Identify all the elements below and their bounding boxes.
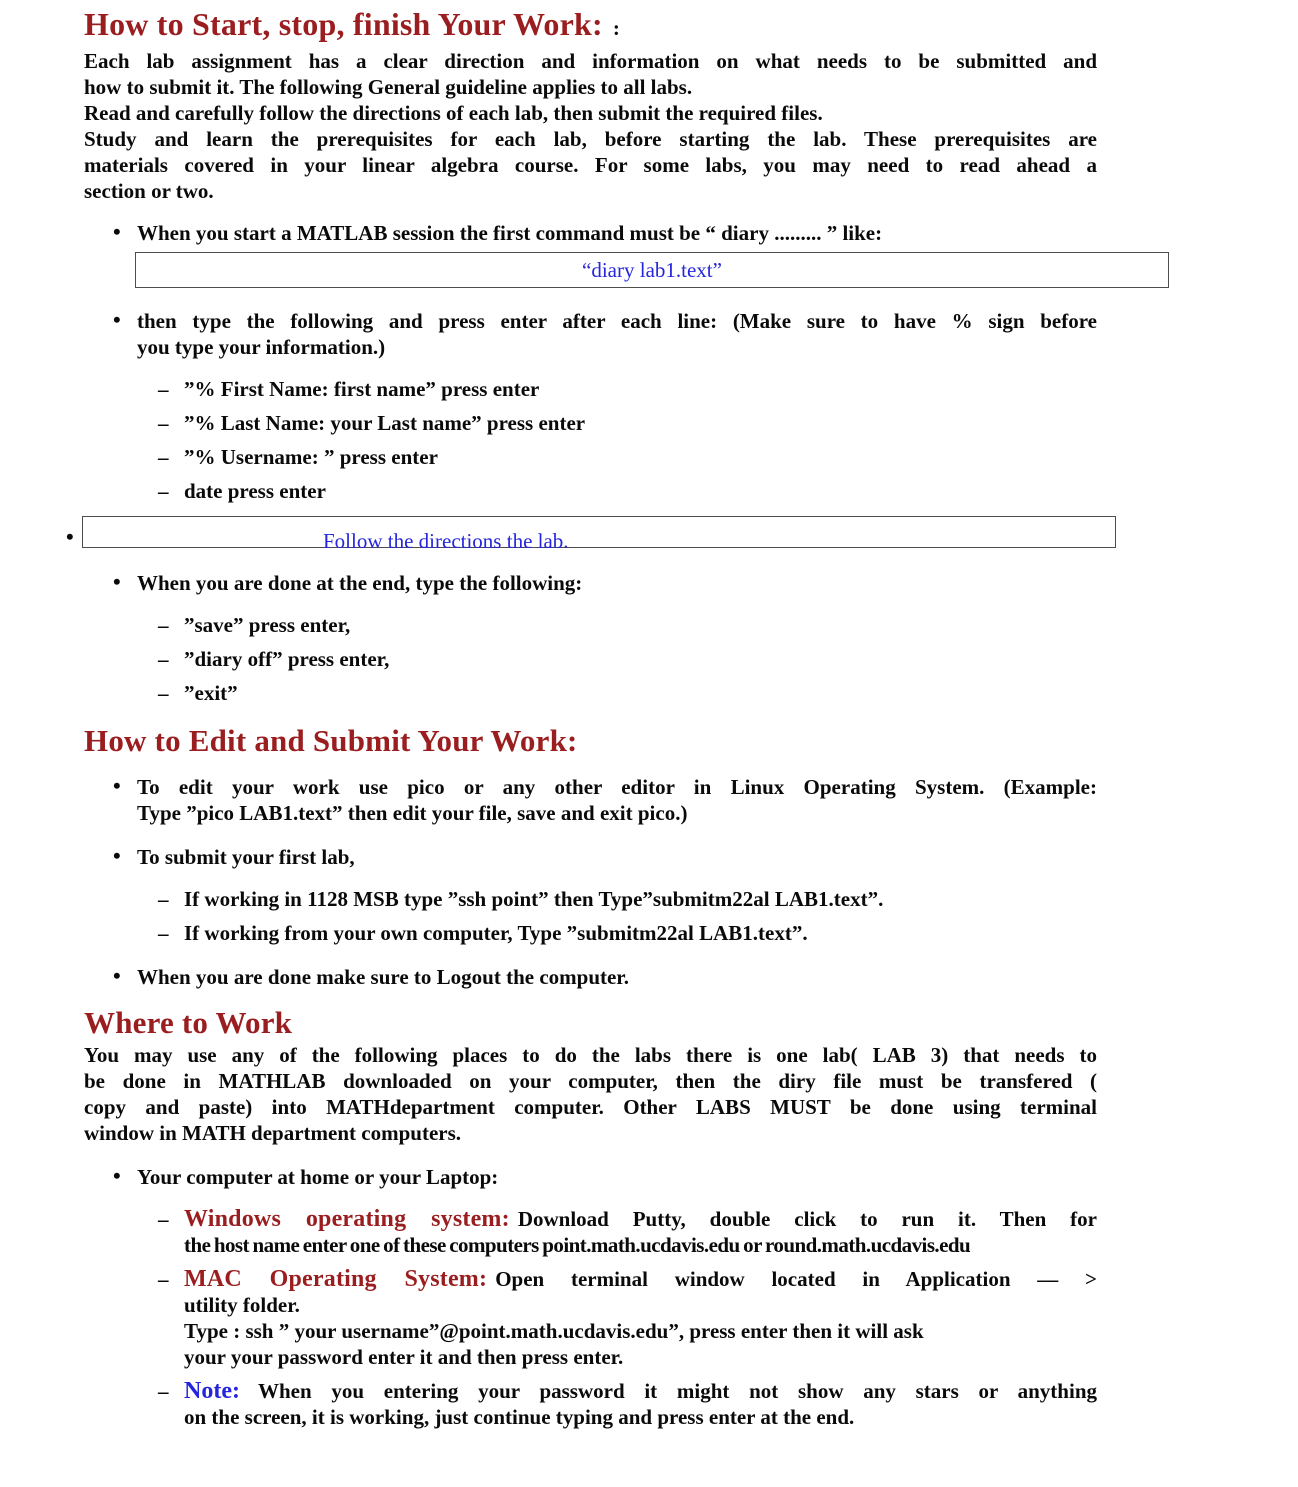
bullet-edit-pico (84, 774, 1097, 826)
dash-item-last-name: – ”% Last Name: your Last name” press enter (84, 410, 1097, 436)
mac-line1 (184, 1266, 1097, 1292)
intro-line: materials covered in your linear algebra course. For some labs, you may need to read ahead a (84, 153, 1097, 177)
intro-line: Study and learn the prerequisites for each lab, before starting the lab. These prerequisites are (84, 127, 1097, 151)
mac-line3: Type : ssh ” your username”@point.math.ucdavis.edu”, press enter then it will ask (184, 1319, 924, 1343)
mac-line1-text: Open terminal window located in Application –– > (495, 1267, 1097, 1291)
heading-start-stop-finish-text: How to Start, stop, finish Your Work: (84, 6, 603, 42)
dash-item-diary-off: – ”diary off” press enter, (84, 646, 1097, 672)
note-line1-text: When you entering your password it might not show any stars or anything (257, 1379, 1097, 1403)
intro-line: section or two. (84, 179, 214, 203)
bullet-then-type-line1: • then type the following and press enter after each line: (Make sure to have % sign before (137, 309, 1097, 333)
bullet-home-laptop-text: • Your computer at home or your Laptop: (137, 1165, 499, 1189)
mac-line4: your your password enter it and then press enter. (184, 1345, 624, 1369)
follow-directions-row (82, 516, 1097, 553)
windows-label: Windows operating system: (184, 1206, 510, 1232)
bullet-submit-first-lab (84, 844, 1097, 870)
bullet-edit-pico-line1: • To edit your work use pico or any other editor in Linux Operating System. (Example: (137, 775, 1097, 799)
note-line2: on the screen, it is working, just continue typing and press enter at the end. (184, 1405, 855, 1429)
bullet-done-at-end (84, 570, 1097, 596)
intro-line: Read and carefully follow the directions of each lab, then submit the required files. (84, 101, 823, 125)
heading-edit-submit: How to Edit and Submit Your Work: (84, 723, 578, 758)
dash-item-save: – ”save” press enter, (84, 612, 1097, 638)
dash-item-date: – date press enter (84, 478, 1097, 504)
bullet-then-type-line2: you type your information.) (137, 335, 386, 359)
where-line: You may use any of the following places to do the labs there is one lab( LAB 3) that needs to (84, 1043, 1097, 1067)
follow-directions-text: • Follow the directions the lab. (323, 529, 569, 553)
dash-list-submit (84, 886, 1097, 946)
dash-item-first-name: – ”% First Name: first name” press enter (84, 376, 1097, 402)
note-label: Note: (184, 1378, 240, 1404)
heading-suffix-colon: : (612, 16, 621, 40)
note-line1 (184, 1378, 1097, 1404)
dash-item-note (84, 1378, 1097, 1430)
bullet-edit-pico-line2: Type ”pico LAB1.text” then edit your file, save and exit pico.) (137, 801, 688, 825)
bullet-done-at-end-text: • When you are done at the end, type the following: (137, 571, 583, 595)
intro-line: how to submit it. The following General guideline applies to all labs. (84, 75, 693, 99)
heading-start-stop-finish (84, 6, 1097, 46)
intro-line: Each lab assignment has a clear direction and information on what needs to be submitted and (84, 49, 1097, 73)
follow-directions-box (82, 516, 1116, 553)
bullet-matlab-session-text: • When you start a MATLAB session the first command must be “ diary ......... ” like: (137, 221, 883, 245)
dash-item-exit: – ”exit” (84, 680, 1097, 706)
bullet-matlab-session (84, 220, 1097, 246)
windows-line1 (184, 1206, 1097, 1232)
dash-item-username: – ”% Username: ” press enter (84, 444, 1097, 470)
document-content (84, 6, 1097, 1430)
bullet-logout-text: • When you are done make sure to Logout the computer. (137, 965, 629, 989)
diary-command-box (135, 252, 1169, 288)
where-line: be done in MATHLAB downloaded on your computer, then the diry file must be transfered ( (84, 1069, 1097, 1093)
windows-line2: the host name enter one of these computers point.math.ucdavis.edu or round.math.ucdavis.edu (184, 1233, 971, 1257)
bullet-submit-first-lab-text: • To submit your first lab, (137, 845, 355, 869)
bullet-home-laptop (84, 1164, 1097, 1190)
heading-where-to-work: Where to Work (84, 1005, 293, 1040)
where-line: window in MATH department computers. (84, 1121, 462, 1145)
dash-item-own-computer: – If working from your own computer, Type ”submitm22al LAB1.text”. (84, 920, 1097, 946)
dash-item-msb: – If working in 1128 MSB type ”ssh point” then Type”submitm22al LAB1.text”. (84, 886, 1097, 912)
dash-list-identity (84, 376, 1097, 504)
dash-item-mac (84, 1266, 1097, 1370)
bullet-then-type (84, 308, 1097, 360)
windows-line1-text: Download Putty, double click to run it. Then for (517, 1207, 1097, 1231)
where-line: copy and paste) into MATHdepartment computer. Other LABS MUST be done using terminal (84, 1095, 1097, 1119)
dash-item-windows (84, 1206, 1097, 1258)
mac-label: MAC Operating System: (184, 1266, 488, 1292)
mac-line2: utility folder. (184, 1293, 300, 1317)
dash-list-finish (84, 612, 1097, 706)
diary-command-text: “diary lab1.text” (582, 258, 722, 282)
bullet-logout (84, 964, 1097, 990)
intro-paragraph (84, 48, 1097, 204)
where-paragraph (84, 1042, 1097, 1146)
